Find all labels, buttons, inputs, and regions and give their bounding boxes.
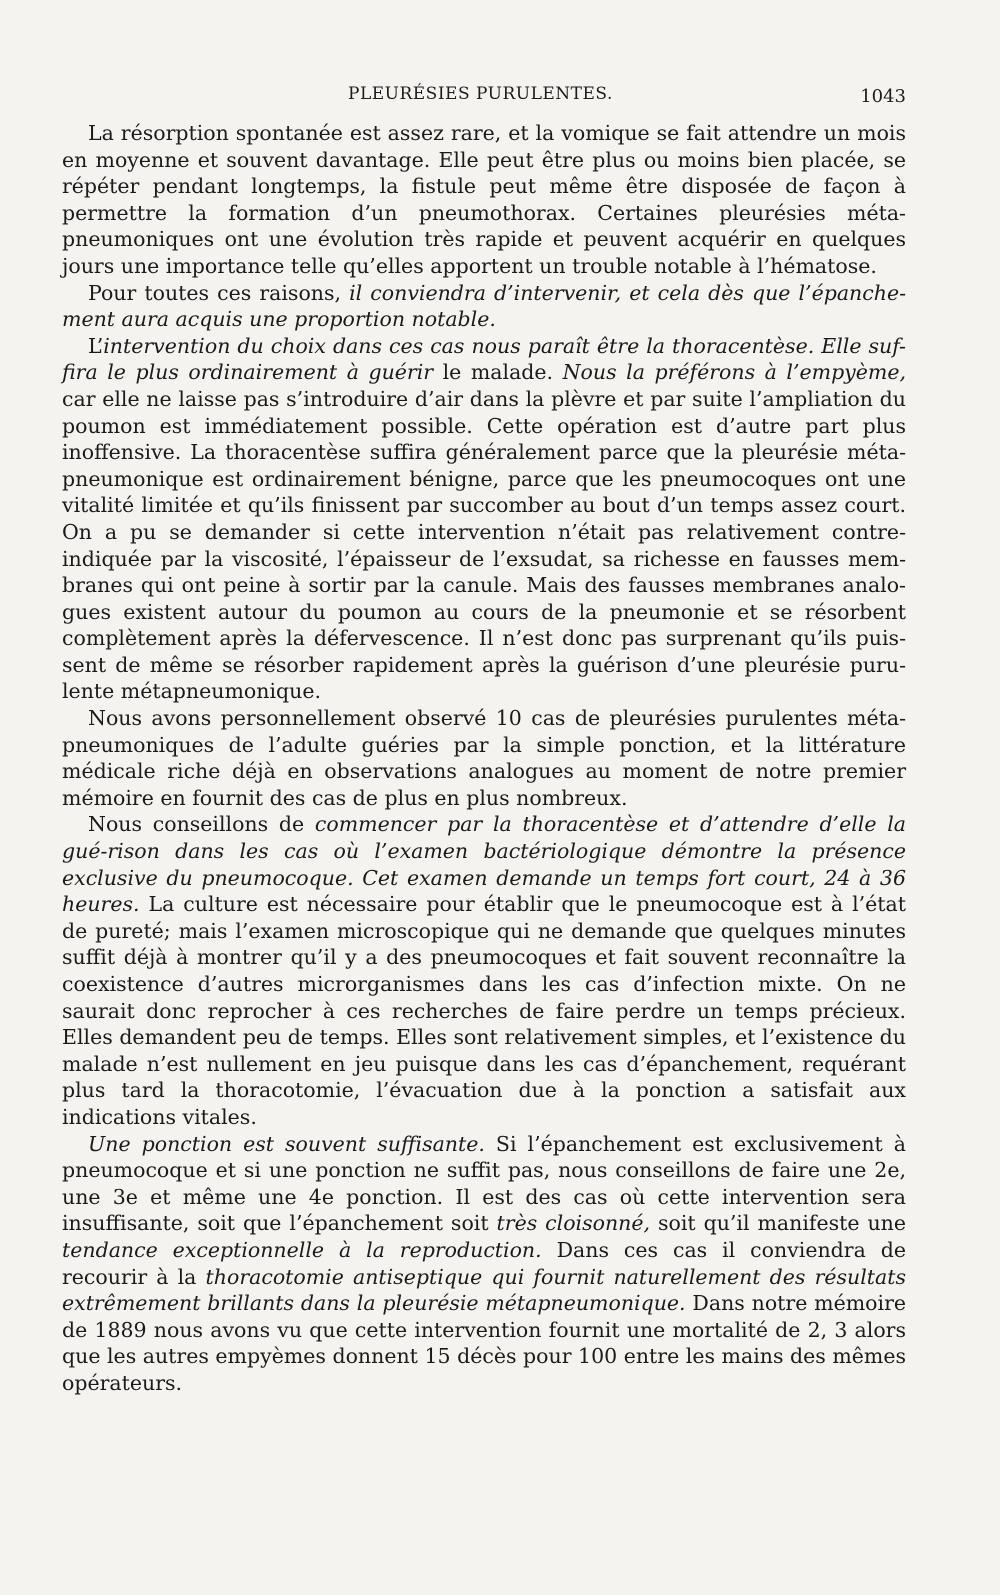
text-run: Nous avons personnellement observé 10 cas de pleurésies purulentes méta-pneumoniques de l’adulte guéries par la simple ponction, et la littérature médicale riche déjà en observations analogues au moment de notre premier mémoire en fournit des cas de plus en plus nombreux. — [62, 706, 906, 810]
text-run: car elle ne laisse pas s’introduire d’air dans la plèvre et par suite l’ampliation du poumon est immédiatement possible. Cette opération est d’autre part plus inoffensive. La thoracentèse suffira généralement parce que la pleurésie méta-pneumonique est ordinairement bénigne, parce que les pneumocoques ont une vitalité limitée et qu’ils finissent par succomber au bout d’un temps assez court. On a pu se demander si cette intervention n’était pas relativement contre-indiquée par la viscosité, l’épaisseur de l’exsudat, sa richesse en fausses mem-branes qui ont peine à sortir par la canule. Mais des fausses membranes analo-gues existent autour du poumon au cours de la pneumonie et se résorbent complètement après la défervescence. Il n’est donc pas surprenant qu’ils puis-sent de même se résorber rapidement après la guérison d’une pleurésie puru-lente métapneumonique. — [62, 386, 906, 704]
paragraph — [62, 120, 906, 280]
text-run: Nous conseillons de — [88, 812, 315, 837]
paragraph — [62, 280, 906, 333]
paragraph — [62, 333, 906, 705]
italic-text: Nous la préférons à l’empyème, — [562, 360, 906, 385]
text-run: L’ — [88, 333, 104, 358]
text-run: Si l’épanchement est exclusivement à pneumocoque et si une ponction ne suffit pas, nous conseillons de faire une 2e, une 3e et même une 4e ponction. Il est des cas où cette intervention sera insuffisante, soit que l’épanchement soit — [62, 1131, 906, 1236]
paragraph — [62, 705, 906, 811]
text-run: Pour toutes ces raisons, — [88, 280, 350, 305]
italic-text: très cloisonné, — [496, 1211, 651, 1236]
text-run: le malade. — [433, 360, 563, 385]
italic-text: thoracotomie antiseptique qui fournit naturellement des résultats extrêmement brillants dans la pleurésie métapneumonique. — [62, 1264, 906, 1316]
page-number: 1043 — [860, 86, 906, 107]
italic-text: il conviendra d’intervenir, et cela dès que l’épanche-ment aura acquis une proportion notable. — [62, 280, 906, 332]
paragraph — [62, 1131, 906, 1397]
text-run: soit qu’il manifeste une — [650, 1211, 907, 1236]
text-run: La résorption spontanée est assez rare, et la vomique se fait attendre un mois en moyenne et souvent davantage. Elle peut être plus ou moins bien placée, se répéter pendant longtemps, la fistule peut même être disposée de façon à permettre la formation d’un pneumothorax. Certaines pleurésies méta-pneumoniques ont une évolution très rapide et peuvent acquérir en quelques jours une importance telle qu’elles apportent un trouble notable à l’hématose. — [62, 121, 906, 278]
paragraph — [62, 811, 906, 1130]
italic-text: tendance exceptionnelle à la reproduction. — [62, 1237, 542, 1262]
text-run: Dans notre mémoire de 1889 nous avons vu que cette intervention fournit une mortalité de 2, 3 alors que les autres empyèmes donnent 15 décès pour 100 entre les mains des mêmes opérateurs. — [62, 1291, 906, 1395]
page-header — [62, 84, 906, 114]
running-title: PLEURÉSIES PURULENTES. — [348, 84, 613, 104]
text-run: La culture est nécessaire pour établir que le pneumocoque est à l’état de pureté; mais l’examen microscopique qui ne demande que quelques minutes suffit déjà à montrer qu’il y a des pneumocoques et fait souvent reconnaître la coexistence d’autres microrganismes dans les cas d’infection mixte. On ne saurait donc reprocher à ces recherches de faire perdre un temps précieux. Elles demandent peu de temps. Elles sont relativement simples, et l’existence du malade n’est nullement en jeu puisque dans les cas d’épanchement, requérant plus tard la thoracotomie, l’évacuation due à la ponction a satisfait aux indications vitales. — [62, 892, 906, 1129]
italic-text: intervention du choix dans ces cas nous paraît être la thoracentèse. Elle suf-fira le plus ordinairement à guérir — [62, 333, 906, 385]
text-run: Dans ces cas il conviendra de recourir à la — [62, 1237, 906, 1289]
body-text — [62, 120, 906, 1397]
italic-text: Une ponction est souvent suffisante. — [88, 1131, 485, 1156]
italic-text: commencer par la thoracentèse et d’attendre d’elle la gué-rison dans les cas où l’examen bactériologique démontre la présence exclusive du pneumocoque. Cet examen demande un temps fort court, 24 à 36 heures. — [62, 812, 906, 917]
